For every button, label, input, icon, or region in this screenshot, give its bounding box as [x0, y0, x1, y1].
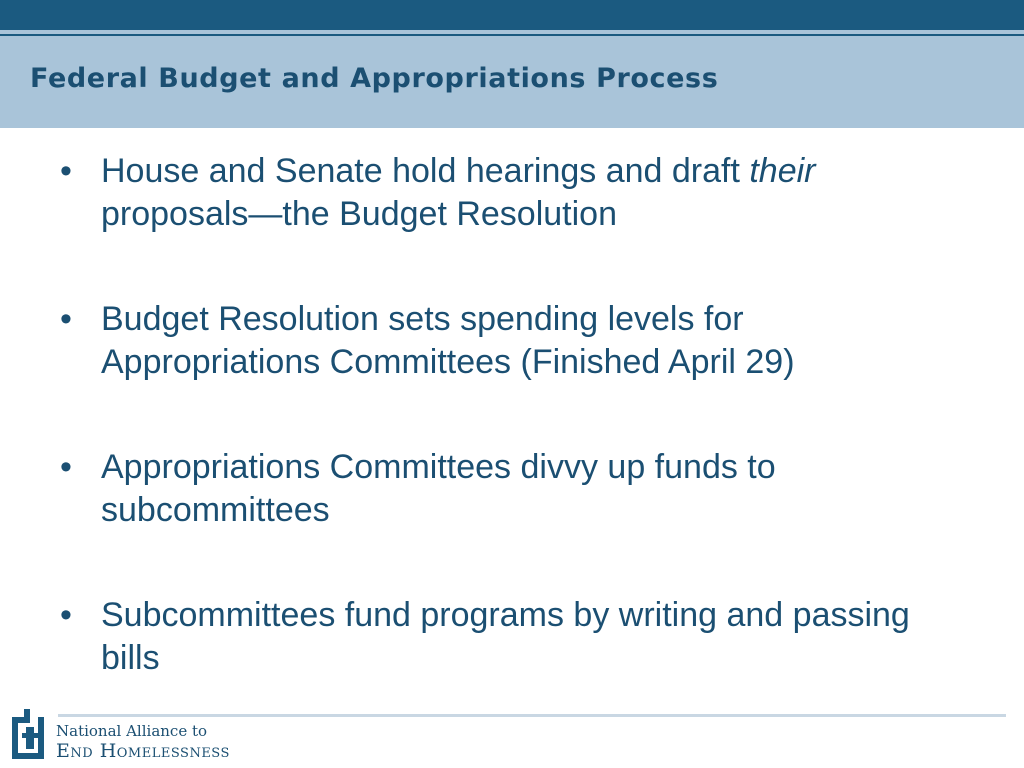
bullet-text-end: proposals—the Budget Resolution	[101, 195, 617, 233]
footer-logo-text	[56, 721, 230, 761]
header-top-band	[0, 0, 1024, 30]
bullet-text: Budget Resolution sets spending levels for Appropriations Committees (Finished April 29)	[101, 300, 795, 381]
bullet-text-emphasis: their	[749, 152, 816, 190]
bullet-text: Subcommittees fund programs by writing and passing bills	[101, 596, 910, 677]
bullet-icon: •	[60, 152, 72, 190]
bullet-icon: •	[60, 596, 72, 634]
bullet-item	[60, 298, 960, 384]
logo-line-2: End Homelessness	[56, 740, 230, 762]
bullet-list	[60, 150, 960, 680]
bullet-icon: •	[60, 448, 72, 486]
bullet-item	[60, 150, 960, 236]
bullet-text-start: House and Senate hold hearings and draft	[101, 152, 750, 190]
slide-title: Federal Budget and Appropriations Process	[30, 63, 719, 94]
footer-divider	[58, 714, 1006, 717]
bullet-icon: •	[60, 300, 72, 338]
bullet-text: Appropriations Committees divvy up funds to subcommittees	[101, 448, 776, 529]
alliance-logo-icon	[8, 703, 48, 761]
bullet-item	[60, 446, 960, 532]
bullet-item	[60, 594, 960, 680]
logo-line-1: National Alliance to	[56, 722, 208, 740]
